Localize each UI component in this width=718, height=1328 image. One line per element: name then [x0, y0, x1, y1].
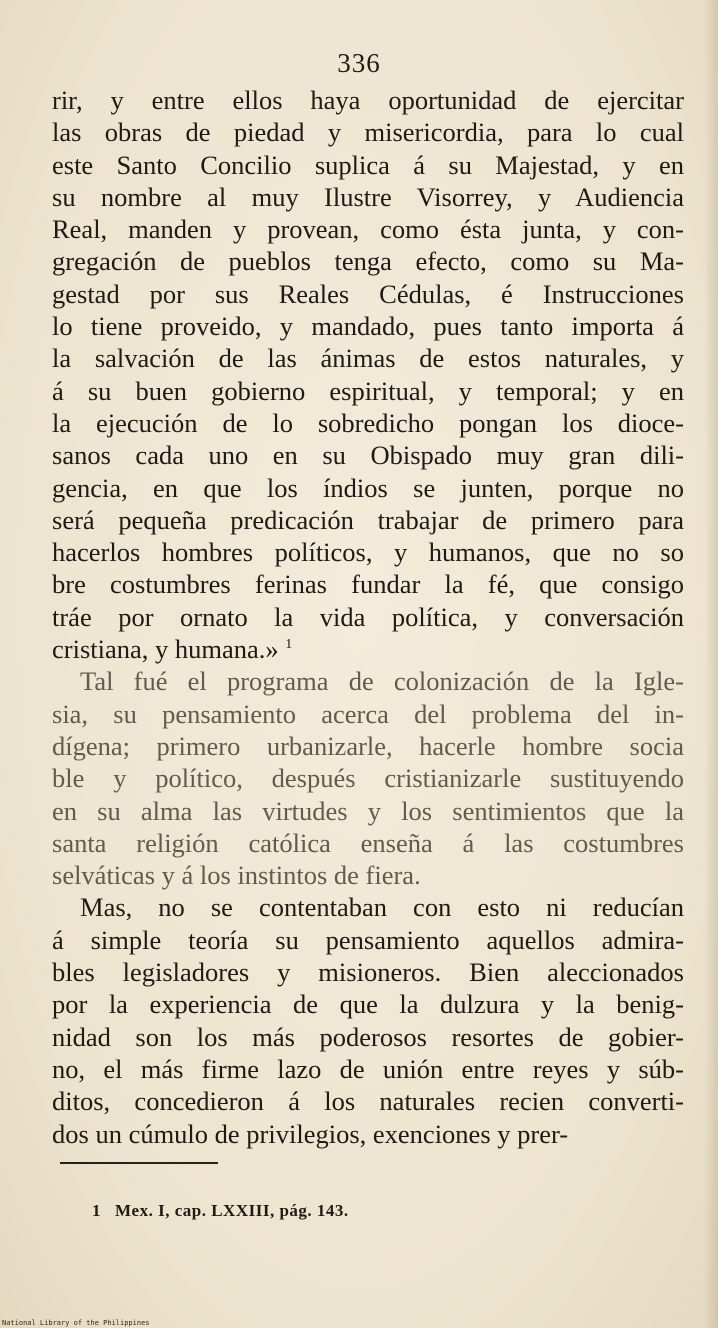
text-line: será pequeña predicación trabajar de primero para — [52, 504, 684, 535]
text-line: cristiana, y humana.» $^1$ — [52, 634, 293, 665]
text-line: selváticas y á los instintos de fiera. — [52, 860, 421, 891]
text-line: rir, y entre ellos haya oportunidad de ejercitar — [52, 85, 684, 115]
text-line: sanos cada uno en su Obispado muy gran dili- — [52, 440, 684, 471]
text-line: sia, su pensamiento acerca del problema del in- — [52, 698, 684, 729]
text-line: gencia, en que los índios se junten, porque no — [52, 472, 684, 503]
paragraph-3 — [52, 891, 684, 1149]
text-line: á su buen gobierno espiritual, y temporal; y en — [52, 375, 684, 406]
text-line: la salvación de las ánimas de estos naturales, y — [52, 343, 684, 374]
text-line: á simple teoría su pensamiento aquellos admira- — [52, 924, 684, 955]
page-number: 336 — [337, 48, 381, 78]
footnote-divider — [60, 1162, 218, 1164]
text-line: no, el más firme lazo de unión entre reyes y súb- — [52, 1053, 684, 1084]
text-line: bles legisladores y misioneros. Bien aleccionados — [52, 957, 684, 988]
text-line: gregación de pueblos tenga efecto, como su Ma- — [52, 246, 684, 277]
page-edge-shadow — [704, 0, 718, 1328]
text-line: su nombre al muy Ilustre Visorrey, y Audiencia — [52, 181, 684, 212]
paragraph-1 — [52, 84, 684, 665]
text-line: ditos, concedieron á los naturales recien converti- — [52, 1086, 684, 1117]
text-line: dígena; primero urbanizarle, hacerle hombre socia — [52, 730, 684, 761]
body-text — [52, 84, 684, 1150]
text-line: las obras de piedad y misericordia, para lo cual — [52, 117, 684, 148]
footnote-reference: 1 — [285, 637, 293, 653]
text-line: este Santo Concilio suplica á su Majestad, y en — [52, 149, 684, 180]
paragraph-2 — [52, 665, 684, 891]
text-line: ble y político, después cristianizarle sustituyendo — [52, 763, 684, 794]
text-line: gestad por sus Reales Cédulas, é Instrucciones — [52, 278, 684, 309]
text-line: Tal fué el programa de colonización de la Igle- — [80, 666, 684, 697]
text-line: bre costumbres ferinas fundar la fé, que consigo — [52, 569, 684, 600]
text-line: santa religión católica enseña á las costumbres — [52, 827, 684, 858]
text-line: dos un cúmulo de privilegios, exenciones y prer- — [52, 1118, 569, 1149]
text-line: tráe por ornato la vida política, y conversación — [52, 601, 684, 632]
text-line: lo tiene proveido, y mandado, pues tanto importa á — [52, 311, 684, 342]
footnote — [92, 1201, 349, 1221]
text-line: hacerlos hombres políticos, y humanos, que no so — [52, 537, 684, 568]
text-line: nidad son los más poderosos resortes de gobier- — [52, 1021, 684, 1052]
footnote-number: 1 — [92, 1201, 101, 1220]
text-line: en su alma las virtudes y los sentimientos que la — [52, 795, 684, 826]
text-line: Real, manden y provean, como ésta junta, y con- — [52, 214, 684, 245]
text-line: Mas, no se contentaban con esto ni reducían — [80, 892, 684, 923]
text-line: la ejecución de lo sobredicho pongan los dioce- — [52, 407, 684, 438]
library-credit: National Library of the Philippines — [2, 1319, 150, 1327]
footnote-text: Mex. I, cap. LXXIII, pág. 143. — [115, 1201, 349, 1220]
text-line: por la experiencia de que la dulzura y la benig- — [52, 989, 684, 1020]
